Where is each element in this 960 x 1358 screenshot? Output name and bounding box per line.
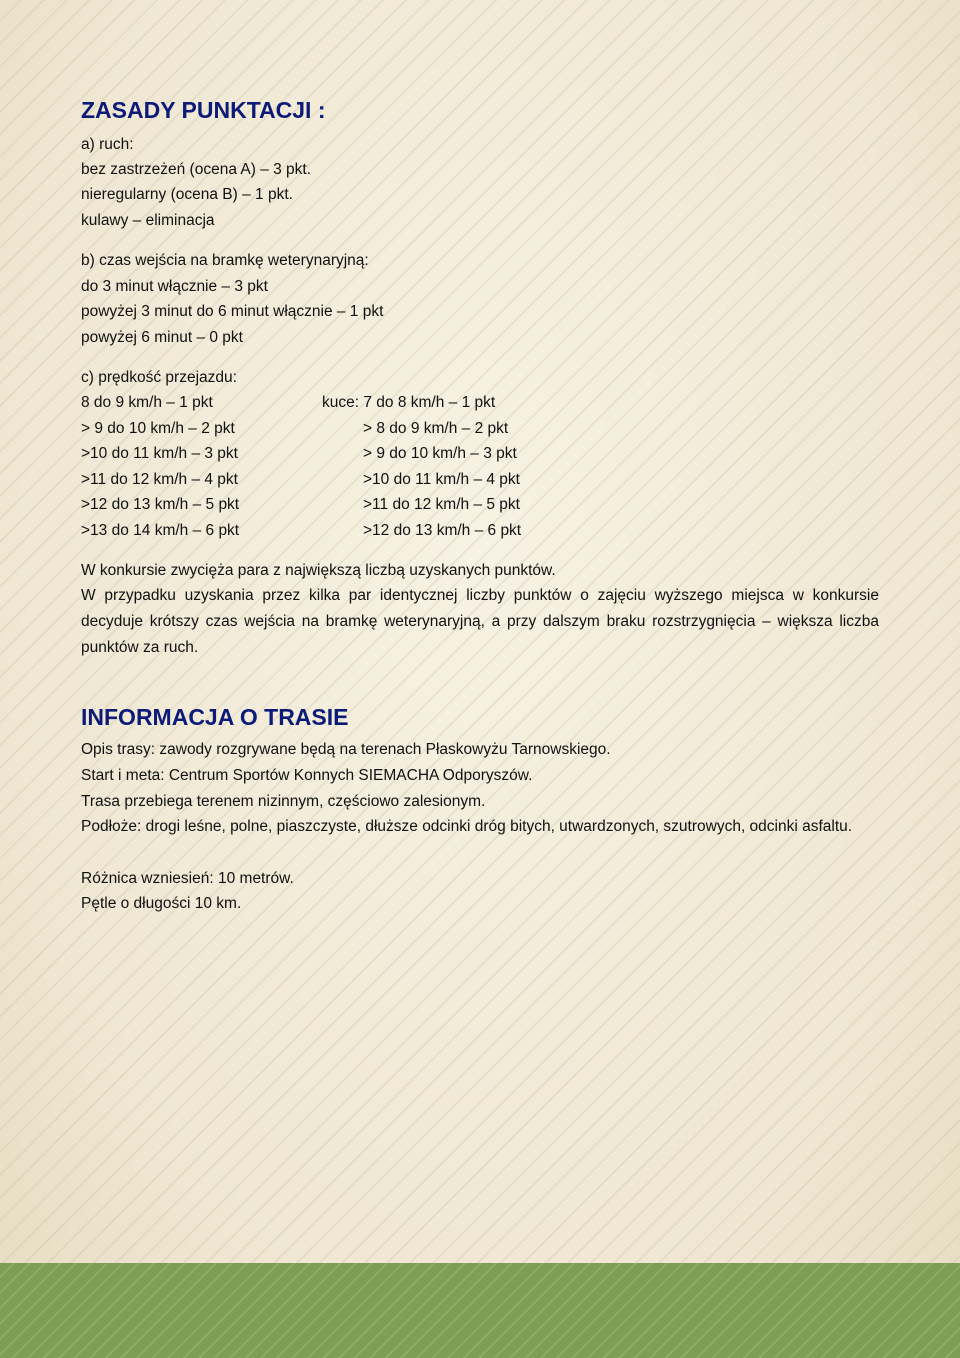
route-description: Opis trasy: zawody rozgrywane będą na terenach Płaskowyżu Tarnowskiego. — [81, 741, 611, 758]
route-start-finish: Start i meta: Centrum Sportów Konnych SIEMACHA Odporyszów. — [81, 767, 533, 784]
route-terrain: Trasa przebiega terenem nizinnym, częściowo zalesionym. — [81, 793, 486, 810]
section-c-header: c) prędkość przejazdu: — [81, 369, 237, 386]
section-a-item: kulawy – eliminacja — [81, 212, 215, 229]
pony-speed-header-row: kuce: 7 do 8 km/h – 1 pkt — [322, 394, 496, 411]
pony-speed-row: >11 do 12 km/h – 5 pkt — [363, 496, 520, 513]
horse-speed-row: 8 do 9 km/h – 1 pkt — [81, 394, 213, 411]
scoring-title: ZASADY PUNKTACJI : — [81, 97, 326, 123]
pony-speed-row: >12 do 13 km/h – 6 pkt — [363, 522, 522, 539]
footer-band — [0, 1263, 960, 1358]
horse-speed-row: >10 do 11 km/h – 3 pkt — [81, 445, 238, 462]
horse-speed-row: >12 do 13 km/h – 5 pkt — [81, 496, 240, 513]
horse-speed-row: >11 do 12 km/h – 4 pkt — [81, 471, 238, 488]
route-surface: Podłoże: drogi leśne, polne, piaszczyste, dłuższe odcinki dróg bitych, utwardzonych, szutrowych, odcinki asfaltu. — [81, 818, 853, 835]
section-a-header: a) ruch: — [81, 136, 134, 153]
section-b-item: powyżej 6 minut – 0 pkt — [81, 329, 243, 346]
tiebreak-rule: W przypadku uzyskania przez kilka par identycznej liczby punktów o zajęciu wyższego miejsca w konkursie decyduje krótszy czas wejścia na bramkę weterynaryjną, a przy dalszym braku rozstrzygnięcia – większa liczba punktów za ruch. — [81, 587, 879, 656]
route-loops: Pętle o długości 10 km. — [81, 895, 242, 912]
route-elevation: Różnica wzniesień: 10 metrów. — [81, 870, 294, 887]
horse-speed-row: > 9 do 10 km/h – 2 pkt — [81, 420, 235, 437]
pony-speed-row: >10 do 11 km/h – 4 pkt — [363, 471, 520, 488]
pony-speed-row: > 8 do 9 km/h – 2 pkt — [363, 420, 509, 437]
section-a-item: bez zastrzeżeń (ocena A) – 3 pkt. — [81, 161, 312, 178]
section-a-item: nieregularny (ocena B) – 1 pkt. — [81, 186, 293, 203]
winner-rule: W konkursie zwycięża para z największą liczbą uzyskanych punktów. — [81, 562, 556, 579]
section-b-item: do 3 minut włącznie – 3 pkt — [81, 278, 268, 295]
section-b-header: b) czas wejścia na bramkę weterynaryjną: — [81, 252, 369, 269]
pony-speed-row: > 9 do 10 km/h – 3 pkt — [363, 445, 517, 462]
horse-speed-row: >13 do 14 km/h – 6 pkt — [81, 522, 240, 539]
section-b-item: powyżej 3 minut do 6 minut włącznie – 1 pkt — [81, 303, 384, 320]
route-title: INFORMACJA O TRASIE — [81, 704, 349, 730]
